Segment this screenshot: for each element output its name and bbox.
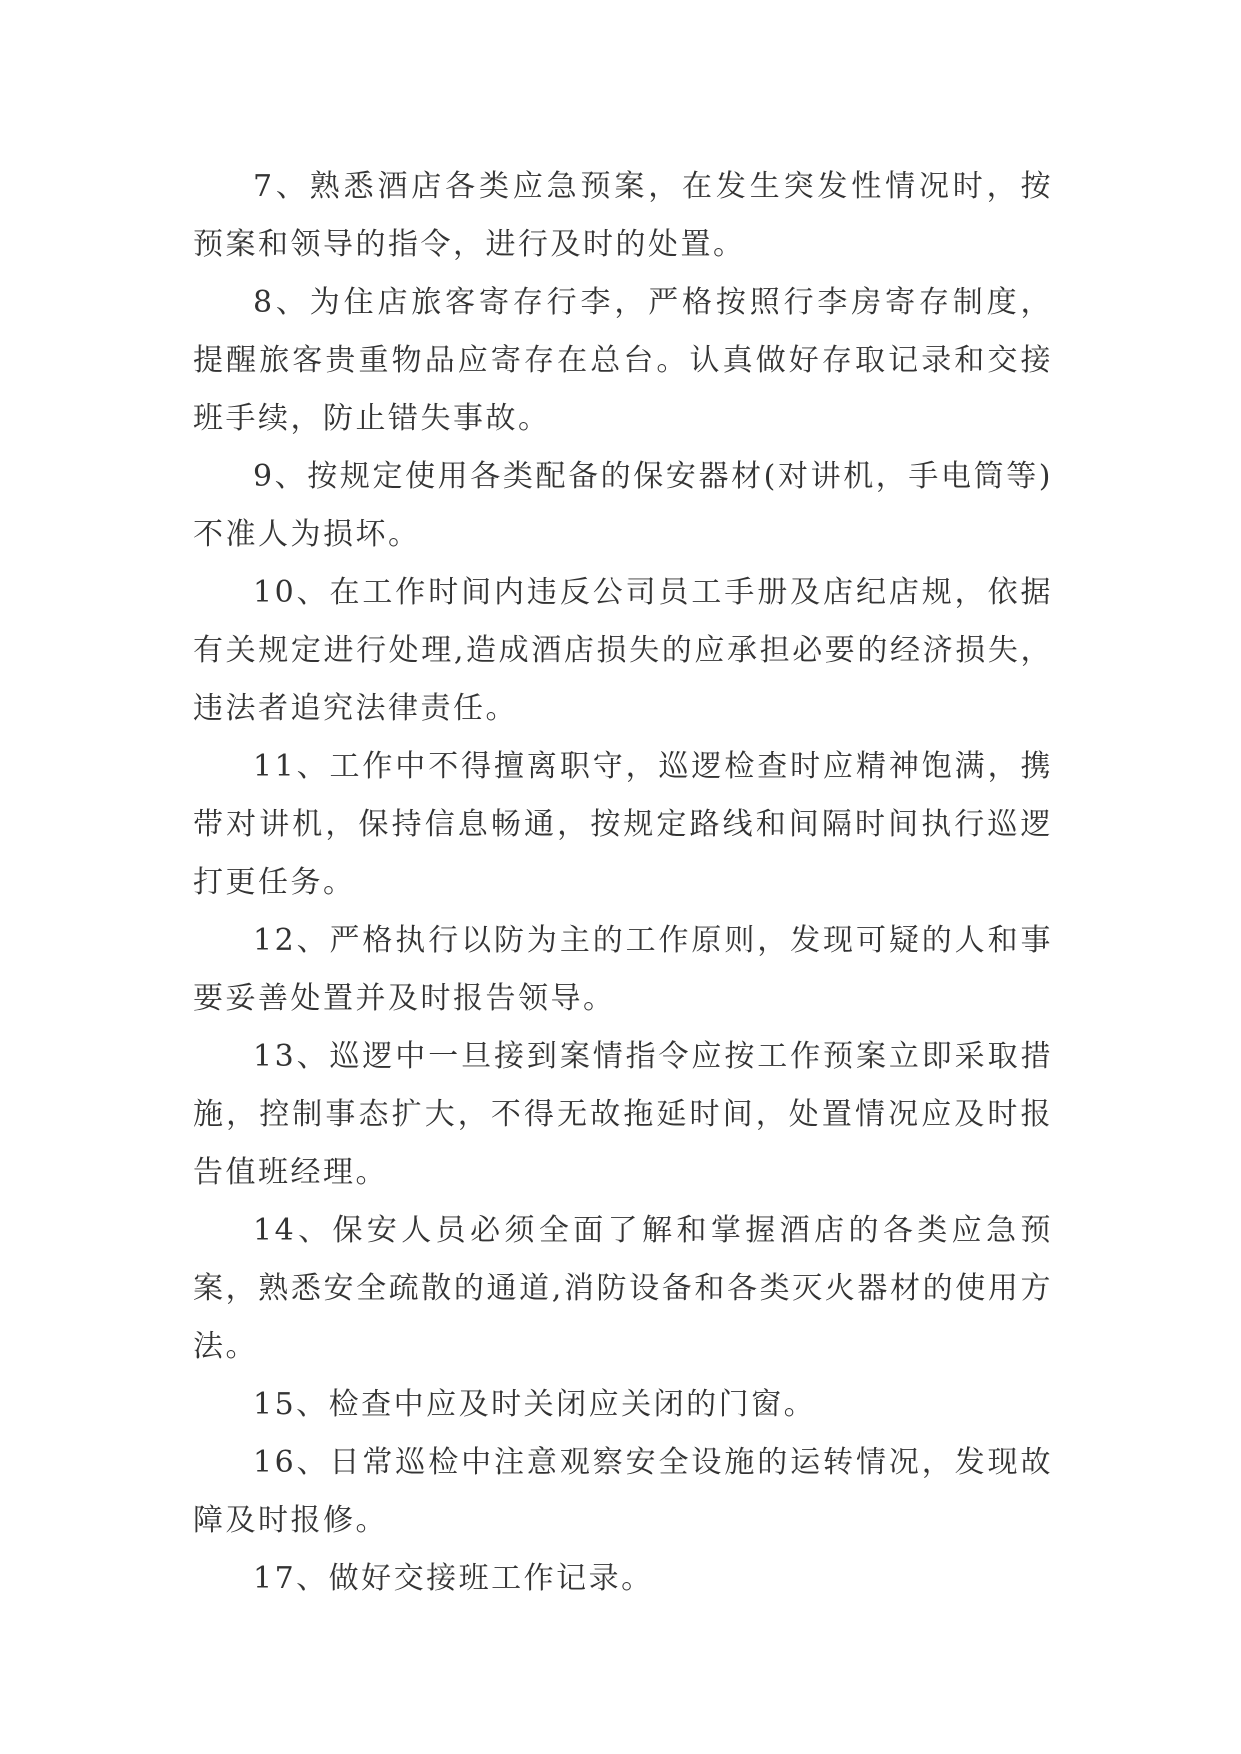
paragraph-item-7: 7、熟悉酒店各类应急预案，在发生突发性情况时，按预案和领导的指令，进行及时的处置。	[193, 169, 1053, 262]
paragraph-item-12: 12、严格执行以防为主的工作原则，发现可疑的人和事要妥善处置并及时报告领导。	[193, 923, 1053, 1016]
paragraph-item-10: 10、在工作时间内违反公司员工手册及店纪店规，依据有关规定进行处理,造成酒店损失的应承担必要的经济损失，违法者追究法律责任。	[193, 575, 1053, 726]
paragraph-item-17: 17、做好交接班工作记录。	[253, 1561, 654, 1596]
paragraph-item-13: 13、巡逻中一旦接到案情指令应按工作预案立即采取措施，控制事态扩大，不得无故拖延时间，处置情况应及时报告值班经理。	[193, 1039, 1053, 1190]
paragraph-item-15: 15、检查中应及时关闭应关闭的门窗。	[253, 1387, 817, 1422]
paragraph-item-14: 14、保安人员必须全面了解和掌握酒店的各类应急预案，熟悉安全疏散的通道,消防设备和各类灭火器材的使用方法。	[193, 1213, 1053, 1364]
document-body	[193, 158, 1053, 1608]
paragraph-item-16: 16、日常巡检中注意观察安全设施的运转情况，发现故障及时报修。	[193, 1445, 1053, 1538]
paragraph-item-9: 9、按规定使用各类配备的保安器材(对讲机，手电筒等)不准人为损坏。	[193, 459, 1053, 552]
paragraph-item-11: 11、工作中不得擅离职守，巡逻检查时应精神饱满，携带对讲机，保持信息畅通，按规定路线和间隔时间执行巡逻打更任务。	[193, 749, 1053, 900]
paragraph-item-8: 8、为住店旅客寄存行李，严格按照行李房寄存制度，提醒旅客贵重物品应寄存在总台。认真做好存取记录和交接班手续，防止错失事故。	[193, 285, 1053, 436]
